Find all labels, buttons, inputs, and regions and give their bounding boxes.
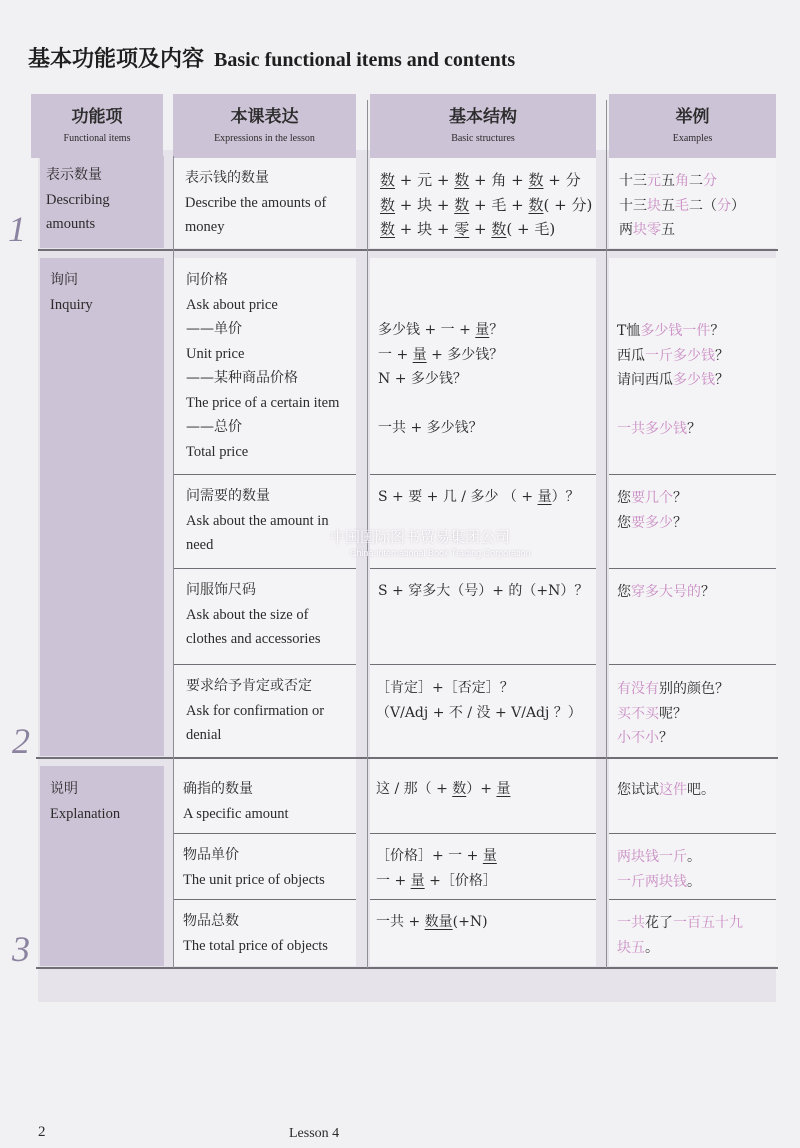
- structure-cell-2-2: S + 要 + 几 / 多少 （ + 量）？: [378, 489, 580, 505]
- expr-cell-2-4: 要求给予肯定或否定 Ask for confirmation or denial: [186, 678, 325, 743]
- title-en: Basic functional items and contents: [214, 49, 516, 71]
- expr-cell-3-2: 物品单价 The unit price of objects: [183, 847, 325, 888]
- structure-cell-3-2: ［价格］+ 一 + 量 一 + 量 +［价格］: [376, 848, 497, 889]
- watermark: 中国国际图书贸易集团公司: [330, 528, 511, 546]
- header-functional-items: 功能项 Functional items: [31, 94, 163, 158]
- example-cell-2-3: 您穿多大号的？: [617, 584, 715, 600]
- header-expressions: 本课表达 Expressions in the lesson: [173, 94, 356, 158]
- example-cell-3-1: 您试试这件吧。: [617, 782, 715, 798]
- structure-cell-2-4: ［肯定］+［否定］？ （V/Adj + 不 / 没 + V/Adj ？）: [376, 680, 582, 721]
- watermark-en: China International Book Trading Corporation: [350, 548, 531, 558]
- section-number-1: 1: [8, 209, 26, 249]
- expr-cell-1: 表示钱的数量 Describe the amounts of money: [185, 170, 327, 235]
- func-cell-1: 表示数量 Describing amounts: [46, 167, 110, 232]
- structure-cell-1: 数 + 元 + 数 + 角 + 数 + 分 数 + 块 + 数 + 毛 + 数( + 分) 数 + 块 + 零 + 数( + 毛): [380, 171, 593, 238]
- lesson-label: Lesson 4: [289, 1126, 340, 1141]
- expr-cell-2-3: 问服饰尺码 Ask about the size of clothes and accessories: [186, 582, 321, 647]
- func-block-2: [40, 258, 164, 756]
- expr-cell-2-1: 问价格 Ask about price ——单价 Unit price ——某种商品价格 The price of a certain item ——总价 Total price: [186, 272, 340, 460]
- example-cell-3-3: 一共花了一百五十九 块五。: [617, 915, 743, 956]
- func-cell-3: 说明 Explanation: [50, 781, 121, 822]
- example-cell-2-2: 您要几个？ 您要多少？: [617, 490, 687, 531]
- expr-cell-3-1: 确指的数量 A specific amount: [183, 781, 289, 822]
- example-cell-1: 十三元五角二分 十三块五毛二（分） 两块零五: [619, 173, 745, 238]
- section-number-2: 2: [12, 721, 30, 761]
- example-cell-3-2: 两块钱一斤。 一斤两块钱。: [617, 849, 701, 890]
- page-number: 2: [38, 1124, 46, 1140]
- structure-cell-2-3: S + 穿多大（号）+ 的（+N）？: [378, 583, 589, 599]
- header-structures: 基本结构 Basic structures: [370, 94, 596, 158]
- expr-cell-3-3: 物品总数 The total price of objects: [183, 913, 328, 954]
- title-zh: 基本功能项及内容: [28, 46, 205, 72]
- expr-cell-2-2: 问需要的数量 Ask about the amount in need: [186, 488, 329, 553]
- func-cell-2: 询问 Inquiry: [50, 272, 93, 313]
- structure-cell-3-3: 一共 + 数量(+N): [376, 914, 488, 930]
- structure-cell-2-1: 多少钱 + 一 + 量？ 一 + 量 + 多少钱？ N + 多少钱？ 一共 + 多少钱？: [378, 322, 504, 436]
- example-cell-2-4: 有没有别的颜色？ 买不买呢？ 小不小？: [617, 681, 729, 746]
- structure-cell-3-1: 这 / 那（ + 数）+ 量: [376, 781, 511, 797]
- section-number-3: 3: [12, 929, 30, 969]
- header-examples: 举例 Examples: [609, 94, 776, 158]
- example-cell-2-1: T恤多少钱一件？ 西瓜一斤多少钱？ 请问西瓜多少钱？ 一共多少钱？: [617, 323, 729, 437]
- page-title: [28, 42, 515, 73]
